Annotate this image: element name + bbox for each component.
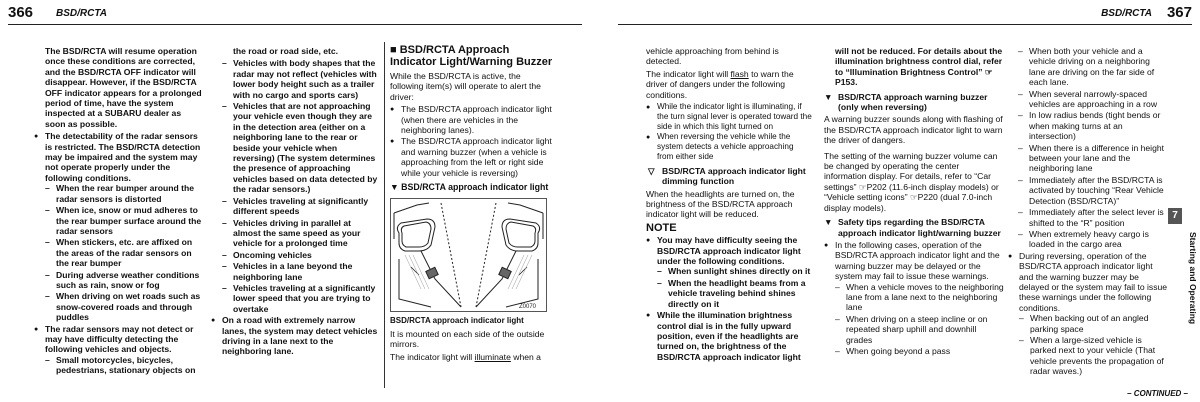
- subheading-marker: ▼: [824, 91, 833, 102]
- list-item: [34, 131, 204, 322]
- figure-caption: BSD/RCTA approach indicator light: [390, 316, 524, 326]
- list-item: ● The BSD/RCTA approach indicator light (when there are vehicles in the neighboring lanes).: [390, 104, 556, 135]
- list-item: – During adverse weather conditions such as rain, snow or fog: [45, 270, 204, 291]
- list-item: – When driving on wet roads such as snow-covered roads and through puddles: [45, 291, 204, 322]
- list-item: – In low radius bends (tight bends or when making turns at an intersection): [1018, 110, 1168, 141]
- subheading-text: BSD/RCTA approach indicator light dimming function: [662, 165, 806, 187]
- list-item: – When driving on a steep incline or on repeated sharp uphill and downhill grades: [835, 314, 1004, 345]
- right-column-2: [824, 46, 1004, 357]
- list-item: – When several narrowly-spaced vehicles are approaching in a row: [1018, 89, 1168, 110]
- sub-list: [45, 355, 204, 376]
- list-item: – Small motorcycles, bicycles, pedestrians, stationary objects on: [45, 355, 204, 376]
- text-run: when a: [513, 351, 541, 362]
- bullet-text: You may have difficulty seeing the BSD/RCTA approach indicator light under the following conditions.: [657, 235, 801, 267]
- left-column-1: [34, 46, 204, 377]
- paragraph: [646, 69, 812, 100]
- subheading-text: BSD/RCTA approach warning buzzer (only when reversing): [838, 91, 988, 113]
- sub-list: [835, 282, 1004, 357]
- text-run: The indicator light will: [390, 351, 473, 362]
- subheading-marker: ▽: [648, 165, 655, 176]
- heading-marker: ■: [390, 44, 397, 56]
- note-title: NOTE: [646, 221, 677, 234]
- chapter-side-label: Starting and Operating: [1188, 232, 1198, 325]
- page-number: 367: [1166, 4, 1192, 21]
- list-item: – Oncoming vehicles: [222, 250, 378, 260]
- list-item: ● On a road with extremely narrow lanes, the system may detect vehicles driving in a lane next to the neighboring lane.: [211, 315, 378, 357]
- text-run: to warn the driver of dangers under the following conditions.: [646, 68, 794, 100]
- list-item: – When the headlight beams from a vehicle traveling behind shines directly on it: [657, 278, 812, 309]
- list-item: – Vehicles in a lane beyond the neighboring lane: [222, 261, 378, 282]
- mirror-drawing-icon: [391, 199, 546, 311]
- text-run: illuminate: [474, 351, 511, 362]
- paragraph: will not be reduced. For details about the illumination brightness control dial, refer to “Illumination Brightness Control” ☞P153.: [835, 46, 1003, 88]
- left-column-3: [390, 44, 556, 364]
- list-item: – Immediately after the select lever is shifted to the “R” position: [1018, 207, 1168, 228]
- subheading: [390, 182, 556, 192]
- continued-label: – CONTINUED –: [1127, 389, 1188, 398]
- text-run: flash: [730, 68, 749, 79]
- right-column-1: [646, 46, 812, 363]
- paragraph: While the BSD/RCTA is active, the following item(s) will operate to alert the driver:: [390, 71, 541, 102]
- list-item: – When a vehicle moves to the neighboring lane from a lane next to the neighboring lane: [835, 282, 1004, 313]
- list-item: – When sunlight shines directly on it: [657, 266, 812, 276]
- subheading-marker: ▼: [390, 182, 399, 193]
- header-rule: [618, 24, 1192, 25]
- figure-code: Z0070: [519, 304, 537, 311]
- paragraph: vehicle approaching from behind is detected.: [646, 46, 779, 67]
- left-column-2: [222, 46, 378, 358]
- list-item: – When there is a difference in height between your lane and the neighboring lane: [1018, 143, 1168, 174]
- list-item: ● The BSD/RCTA approach indicator light and warning buzzer (when a vehicle is approaching from the left or right side while your vehicle is reversing): [390, 136, 556, 178]
- list-item: – When going beyond a pass: [835, 346, 1004, 356]
- list-item: – When backing out of an angled parking space: [1019, 313, 1168, 334]
- subheading-marker: ▼: [824, 217, 833, 228]
- paragraph: It is mounted on each side of the outside mirrors.: [390, 328, 545, 350]
- list-item: – When the rear bumper around the radar sensors is distorted: [45, 183, 204, 204]
- list-item: ● While the indicator light is illuminating, if the turn signal lever is operated toward the side in which this light turned on: [646, 102, 812, 131]
- section-heading: [390, 44, 556, 68]
- subheading-text: BSD/RCTA approach indicator light: [401, 182, 549, 193]
- chapter-tab: 7: [1168, 208, 1182, 224]
- paragraph: the road or road side, etc.: [233, 46, 339, 56]
- subheading: [646, 166, 812, 187]
- bullet-text: In the following cases, operation of the BSD/RCTA approach indicator light and the warning buzzer may be delayed or the system may fail to issue these warnings.: [835, 239, 1000, 282]
- text-run: The indicator light will: [646, 68, 729, 79]
- list-item: [646, 235, 812, 309]
- header-rule: [8, 24, 582, 25]
- left-page-header: [0, 0, 590, 32]
- list-item: – When extremely heavy cargo is loaded in the cargo area: [1018, 229, 1168, 250]
- column-divider: [384, 42, 385, 388]
- list-item: – Immediately after the BSD/RCTA is activated by touching “Rear Vehicle Detection (BSD/RCTA)”: [1018, 175, 1168, 206]
- right-page-header: [610, 0, 1200, 32]
- page-number: 366: [8, 4, 34, 21]
- paragraph: A warning buzzer sounds along with flashing of the BSD/RCTA approach indicator light to warn the driver of dangers.: [824, 114, 1003, 146]
- subheading: [824, 92, 1004, 113]
- sub-list: [1019, 313, 1168, 376]
- mirror-illustration: [390, 198, 547, 312]
- right-page: [610, 0, 1200, 402]
- list-item: [824, 240, 1004, 356]
- running-title: BSD/RCTA: [1101, 8, 1152, 19]
- list-item: – Vehicles traveling at a significantly lower speed that you are trying to overtake: [222, 283, 378, 314]
- list-item: ● When reversing the vehicle while the system detects a vehicle approaching from either side: [646, 132, 812, 161]
- list-item: – When a large-sized vehicle is parked next to your vehicle (That vehicle prevents the propagation of radar waves.): [1019, 335, 1168, 377]
- heading-text: BSD/RCTA Approach Indicator Light/Warning Buzzer: [390, 44, 553, 68]
- right-column-3: [1008, 46, 1168, 378]
- paragraph: When the headlights are turned on, the brightness of the BSD/RCTA approach indicator light will be reduced.: [646, 188, 795, 220]
- list-item: ● While the illumination brightness control dial is in the fully upward position, even if the headlights are turned on, the brightness of the BSD/RCTA approach indicator light: [646, 310, 812, 362]
- bullet-text: The detectability of the radar sensors is restricted. The BSD/RCTA detection may be impaired and the system may not operate properly under the following conditions.: [45, 131, 201, 183]
- paragraph: The setting of the warning buzzer volume can be changed by operating the center information display. For details, refer to “Car settings” ☞P202 (11.6-inch display models) or “Vehicle setting icons” ☞P220 (dual 7.0-inch display models).: [824, 150, 999, 213]
- list-item: – When stickers, etc. are affixed on the areas of the radar sensors on the rear bumper: [45, 237, 204, 268]
- paragraph: [390, 352, 556, 362]
- sub-list: [45, 183, 204, 322]
- sub-list: [657, 266, 812, 309]
- bullet-text: During reversing, operation of the BSD/RCTA approach indicator light and the warning buzzer may be delayed or the system may fail to issue these warnings under the following conditions.: [1019, 250, 1168, 313]
- list-item: [1008, 251, 1168, 377]
- list-item: [34, 324, 204, 376]
- subheading-text: Safety tips regarding the BSD/RCTA approach indicator light/warning buzzer: [838, 217, 1001, 238]
- list-item: – When ice, snow or mud adheres to the rear bumper surface around the radar sensors: [45, 205, 204, 236]
- list-item: – Vehicles with body shapes that the radar may not reflect (vehicles with lower body height such as a trailer with no cargo and sports cars): [222, 58, 378, 100]
- running-title: BSD/RCTA: [56, 8, 107, 19]
- list-item: – Vehicles that are not approaching your vehicle even though they are in the detection area (either on a neighboring lane to the rear or beside your vehicle when reversing) (The system determines the presence of approaching vehicles based on data detected by the radar sensors.): [222, 101, 378, 195]
- paragraph: The BSD/RCTA will resume operation once these conditions are corrected, and the BSD/RCTA OFF indicator will disappear. However, if the BSD/RCTA OFF indicator appears for a prolonged period of time, have the system inspected at a SUBARU dealer as soon as possible.: [45, 46, 202, 129]
- list-item: – Vehicles driving in parallel at almost the same speed as your vehicle for a prolonged time: [222, 218, 378, 249]
- subheading: [824, 217, 1004, 238]
- list-item: – When both your vehicle and a vehicle driving on a neighboring lane are driving on the far side of each lane.: [1018, 46, 1168, 88]
- bullet-text: The radar sensors may not detect or may have difficulty detecting the following vehicles and objects.: [45, 323, 194, 355]
- left-page: [0, 0, 590, 402]
- list-item: – Vehicles traveling at significantly different speeds: [222, 196, 378, 217]
